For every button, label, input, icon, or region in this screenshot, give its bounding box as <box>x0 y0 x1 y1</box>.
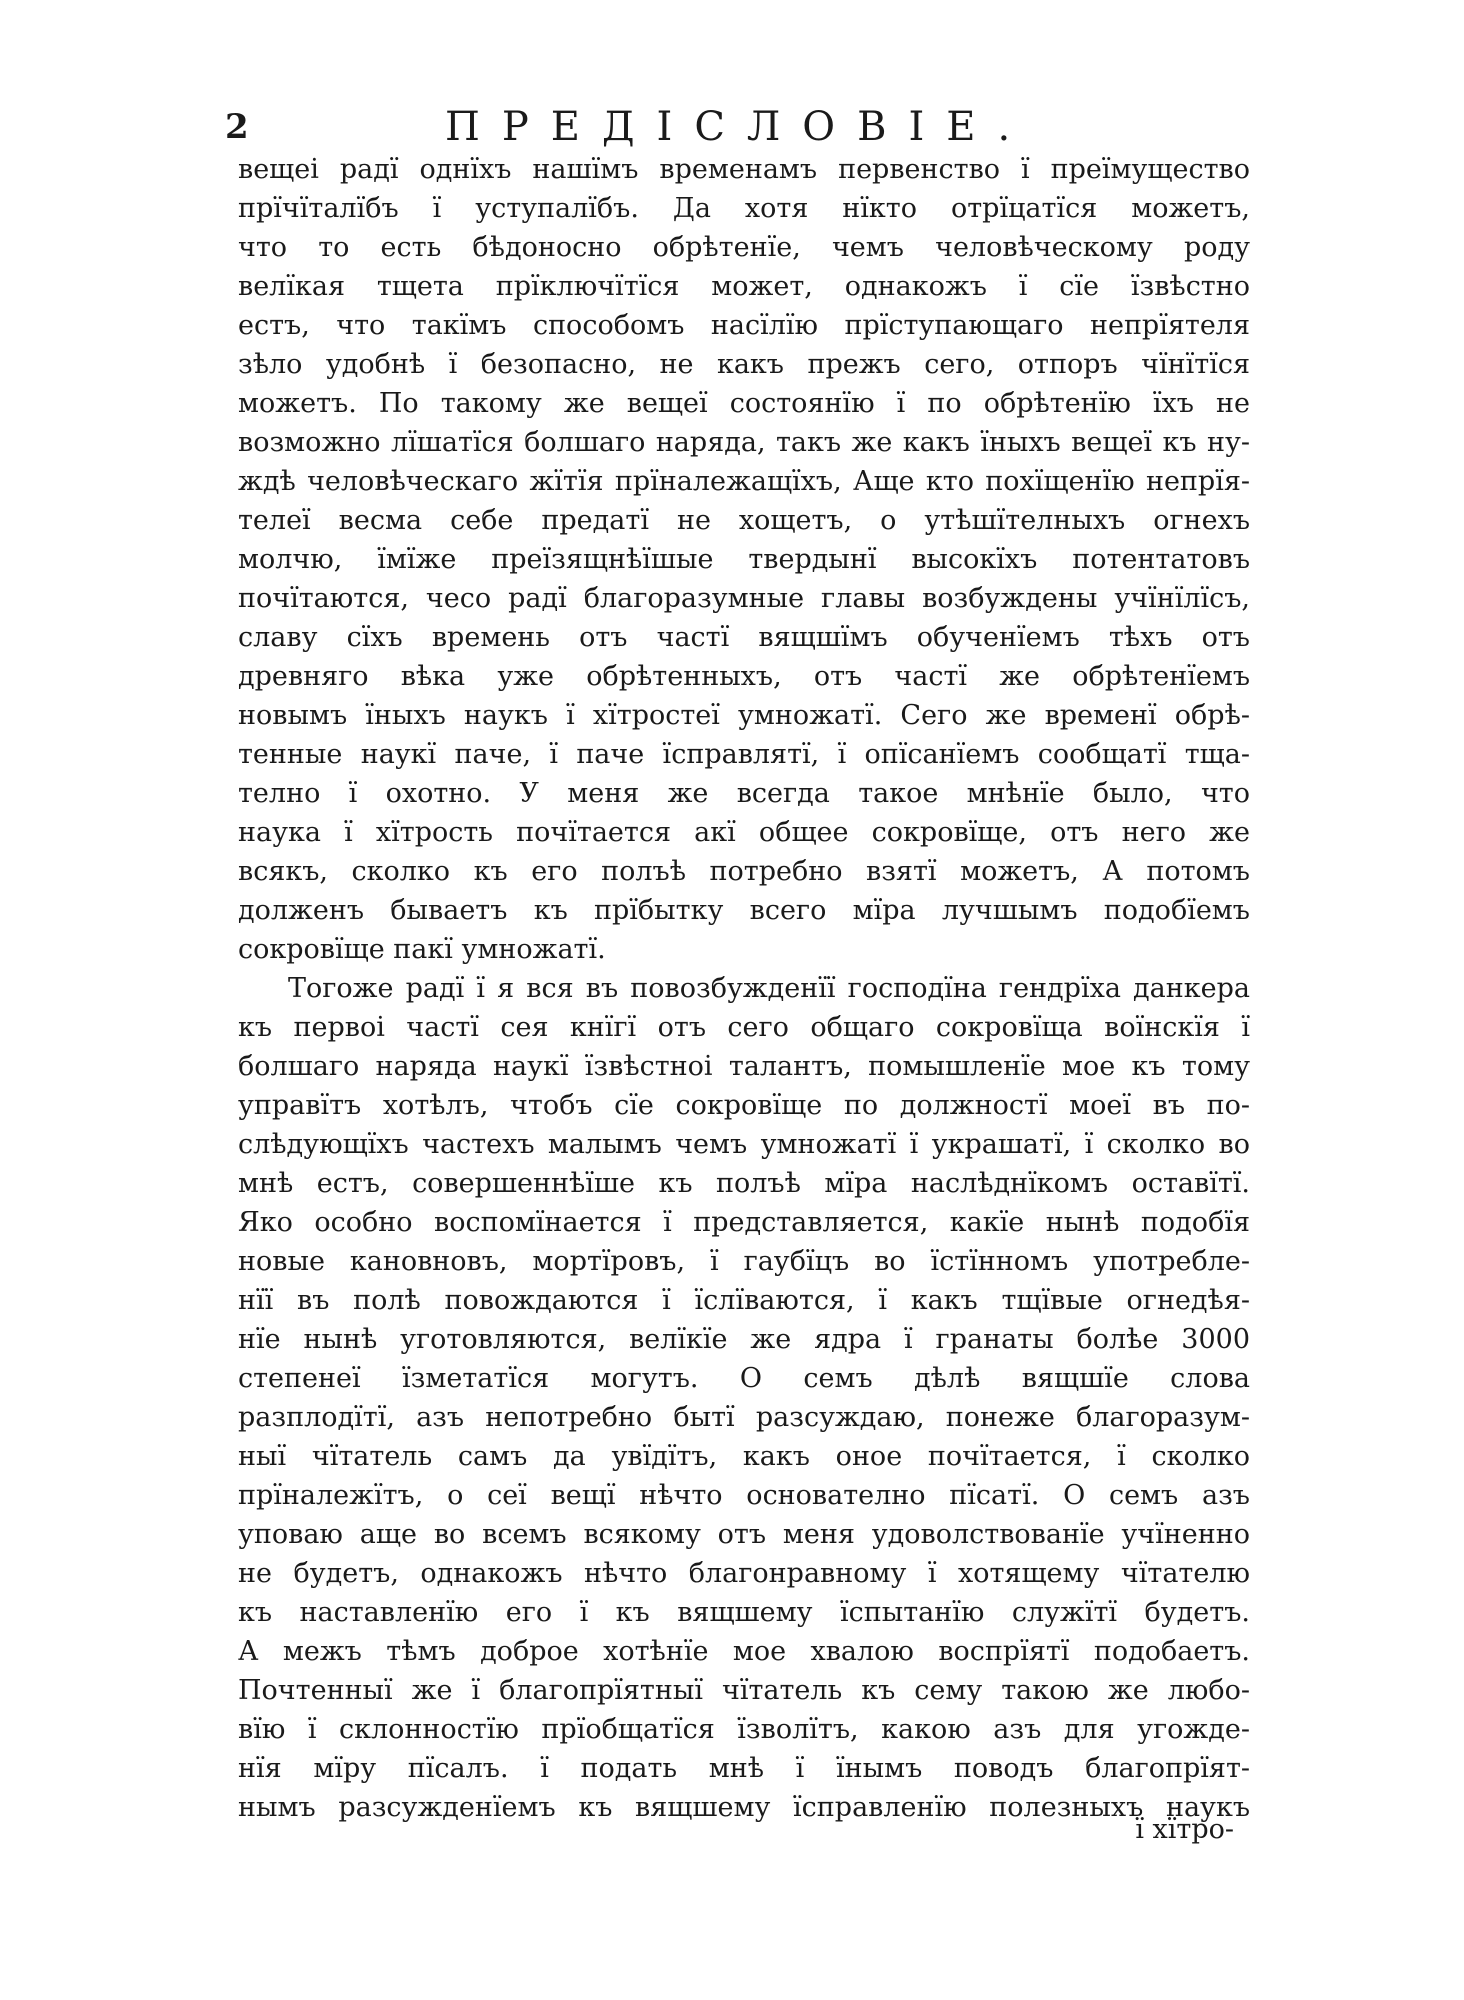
text-line: степенеї їзметатїся могутъ. О семъ дѣлѣ вящшїе слова <box>238 1363 1250 1394</box>
text-line: нїї въ полѣ повождаются ї їслїваются, ї какъ тщївые огнедѣя- <box>238 1285 1250 1316</box>
running-title: ПРЕДІСЛОВІЕ. <box>445 104 1033 150</box>
text-line: разплодїтї, азъ непотребно бытї разсуждаю, понеже благоразум- <box>238 1402 1250 1433</box>
text-line: ждѣ человѣческаго жїтїя прїналежащїхъ, Аще кто похїщенїю непрїя- <box>238 466 1250 497</box>
body-text <box>238 150 1250 1827</box>
text-line: нїе нынѣ уготовляются, велїкїе же ядра ї гранаты болѣе 3000 <box>238 1324 1250 1355</box>
catchword: ї хїтро- <box>1135 1814 1234 1845</box>
text-line: велїкая тщета прїключїтїся может, однакожъ ї сїе їзвѣстно <box>238 271 1250 302</box>
text-line: вїю ї склонностїю прїобщатїся їзволїтъ, какою азъ для угожде- <box>238 1714 1250 1745</box>
paragraph <box>238 150 1250 969</box>
text-line: почїтаются, чесо радї благоразумные главы возбуждены учїнїлїсъ, <box>238 583 1250 614</box>
text-line: А межъ тѣмъ доброе хотѣнїе мое хвалою воспрїятї подобаетъ. <box>238 1636 1250 1667</box>
text-line: болшаго наряда наукї їзвѣстноі талантъ, помышленїе мое къ тому <box>238 1051 1250 1082</box>
text-line: Тогоже радї ї я вся въ повозбужденїї господїна гендрїха данкера <box>288 973 1250 1004</box>
text-line: Яко особно воспомїнается ї представляется, какїе нынѣ подобїя <box>238 1207 1250 1238</box>
text-line: ныї чїтатель самъ да увїдїтъ, какъ оное почїтается, ї сколко <box>238 1441 1250 1472</box>
text-line: молчю, їмїже преїзящнѣїшые твердынї высокїхъ потентатовъ <box>238 544 1250 575</box>
text-line: возможно лїшатїся болшаго наряда, такъ же какъ їныхъ вещеї къ ну- <box>238 427 1250 458</box>
text-line: можетъ. По такому же вещеї состоянїю ї по обрѣтенїю їхъ не <box>238 388 1250 419</box>
text-line: древняго вѣка уже обрѣтенныхъ, отъ частї же обрѣтенїемъ <box>238 661 1250 692</box>
text-line: новые кановновъ, мортїровъ, ї гаубїцъ во їстїнномъ употребле- <box>238 1246 1250 1277</box>
text-line: Почтенныї же ї благопрїятныї чїтатель къ сему такою же любо- <box>238 1675 1250 1706</box>
text-line: наука ї хїтрость почїтается акї общее сокровїще, отъ него же <box>238 817 1250 848</box>
paragraph <box>238 969 1250 1827</box>
text-line: что то есть бѣдоносно обрѣтенїе, чемъ человѣческому роду <box>238 232 1250 263</box>
text-line: нїя мїру пїсалъ. ї подать мнѣ ї їнымъ поводъ благопрїят- <box>238 1753 1250 1784</box>
text-line: телеї весма себе предатї не хощетъ, о утѣшїтелныхъ огнехъ <box>238 505 1250 536</box>
text-line: къ первоі частї сея кнїгї отъ сего общаго сокровїща воїнскїя ї <box>238 1012 1250 1043</box>
text-line: прїналежїтъ, о сеї вещї нѣчто основателно пїсатї. О семъ азъ <box>238 1480 1250 1511</box>
text-line: уповаю аще во всемъ всякому отъ меня удоволствованїе учїненно <box>238 1519 1250 1550</box>
text-line: тенные наукї паче, ї паче їсправлятї, ї опїсанїемъ сообщатї тща- <box>238 739 1250 770</box>
text-line: славу сїхъ времень отъ частї вящшїмъ обученїемъ тѣхъ отъ <box>238 622 1250 653</box>
text-line: слѣдующїхъ частехъ малымъ чемъ умножатї ї украшатї, ї сколко во <box>238 1129 1250 1160</box>
text-line: всякъ, сколко къ его полъѣ потребно взятї можетъ, А потомъ <box>238 856 1250 887</box>
text-line: не будетъ, однакожъ нѣчто благонравному ї хотящему чїтателю <box>238 1558 1250 1589</box>
text-line: къ наставленїю его ї къ вящшему їспытанїю служїтї будетъ. <box>238 1597 1250 1628</box>
text-line: телно ї охотно. У меня же всегда такое мнѣнїе было, что <box>238 778 1250 809</box>
page-number: 2 <box>225 107 249 147</box>
text-line: нымъ разсужденїемъ къ вящшему їсправленїю полезныхъ наукъ <box>238 1792 1250 1823</box>
text-line: долженъ бываетъ къ прїбытку всего мїра лучшымъ подобїемъ <box>238 895 1250 926</box>
text-line: прїчїталїбъ ї уступалїбъ. Да хотя нїкто отрїцатїся можетъ, <box>238 193 1250 224</box>
text-line: вещеі радї однїхъ нашїмъ временамъ первенство ї преїмущество <box>238 154 1250 185</box>
text-line: новымъ їныхъ наукъ ї хїтростеї умножатї. Сего же временї обрѣ- <box>238 700 1250 731</box>
text-line: мнѣ естъ, совершеннѣїше къ полъѣ мїра наслѣднїкомъ оставїтї. <box>238 1168 1250 1199</box>
text-line: зѣло удобнѣ ї безопасно, не какъ прежъ сего, отпоръ чїнїтїся <box>238 349 1250 380</box>
text-line: управїтъ хотѣлъ, чтобъ сїе сокровїще по должностї моеї въ по- <box>238 1090 1250 1121</box>
text-line: естъ, что такїмъ способомъ насїлїю прїступающаго непрїятеля <box>238 310 1250 341</box>
text-line: сокровїще пакї умножатї. <box>238 934 606 965</box>
